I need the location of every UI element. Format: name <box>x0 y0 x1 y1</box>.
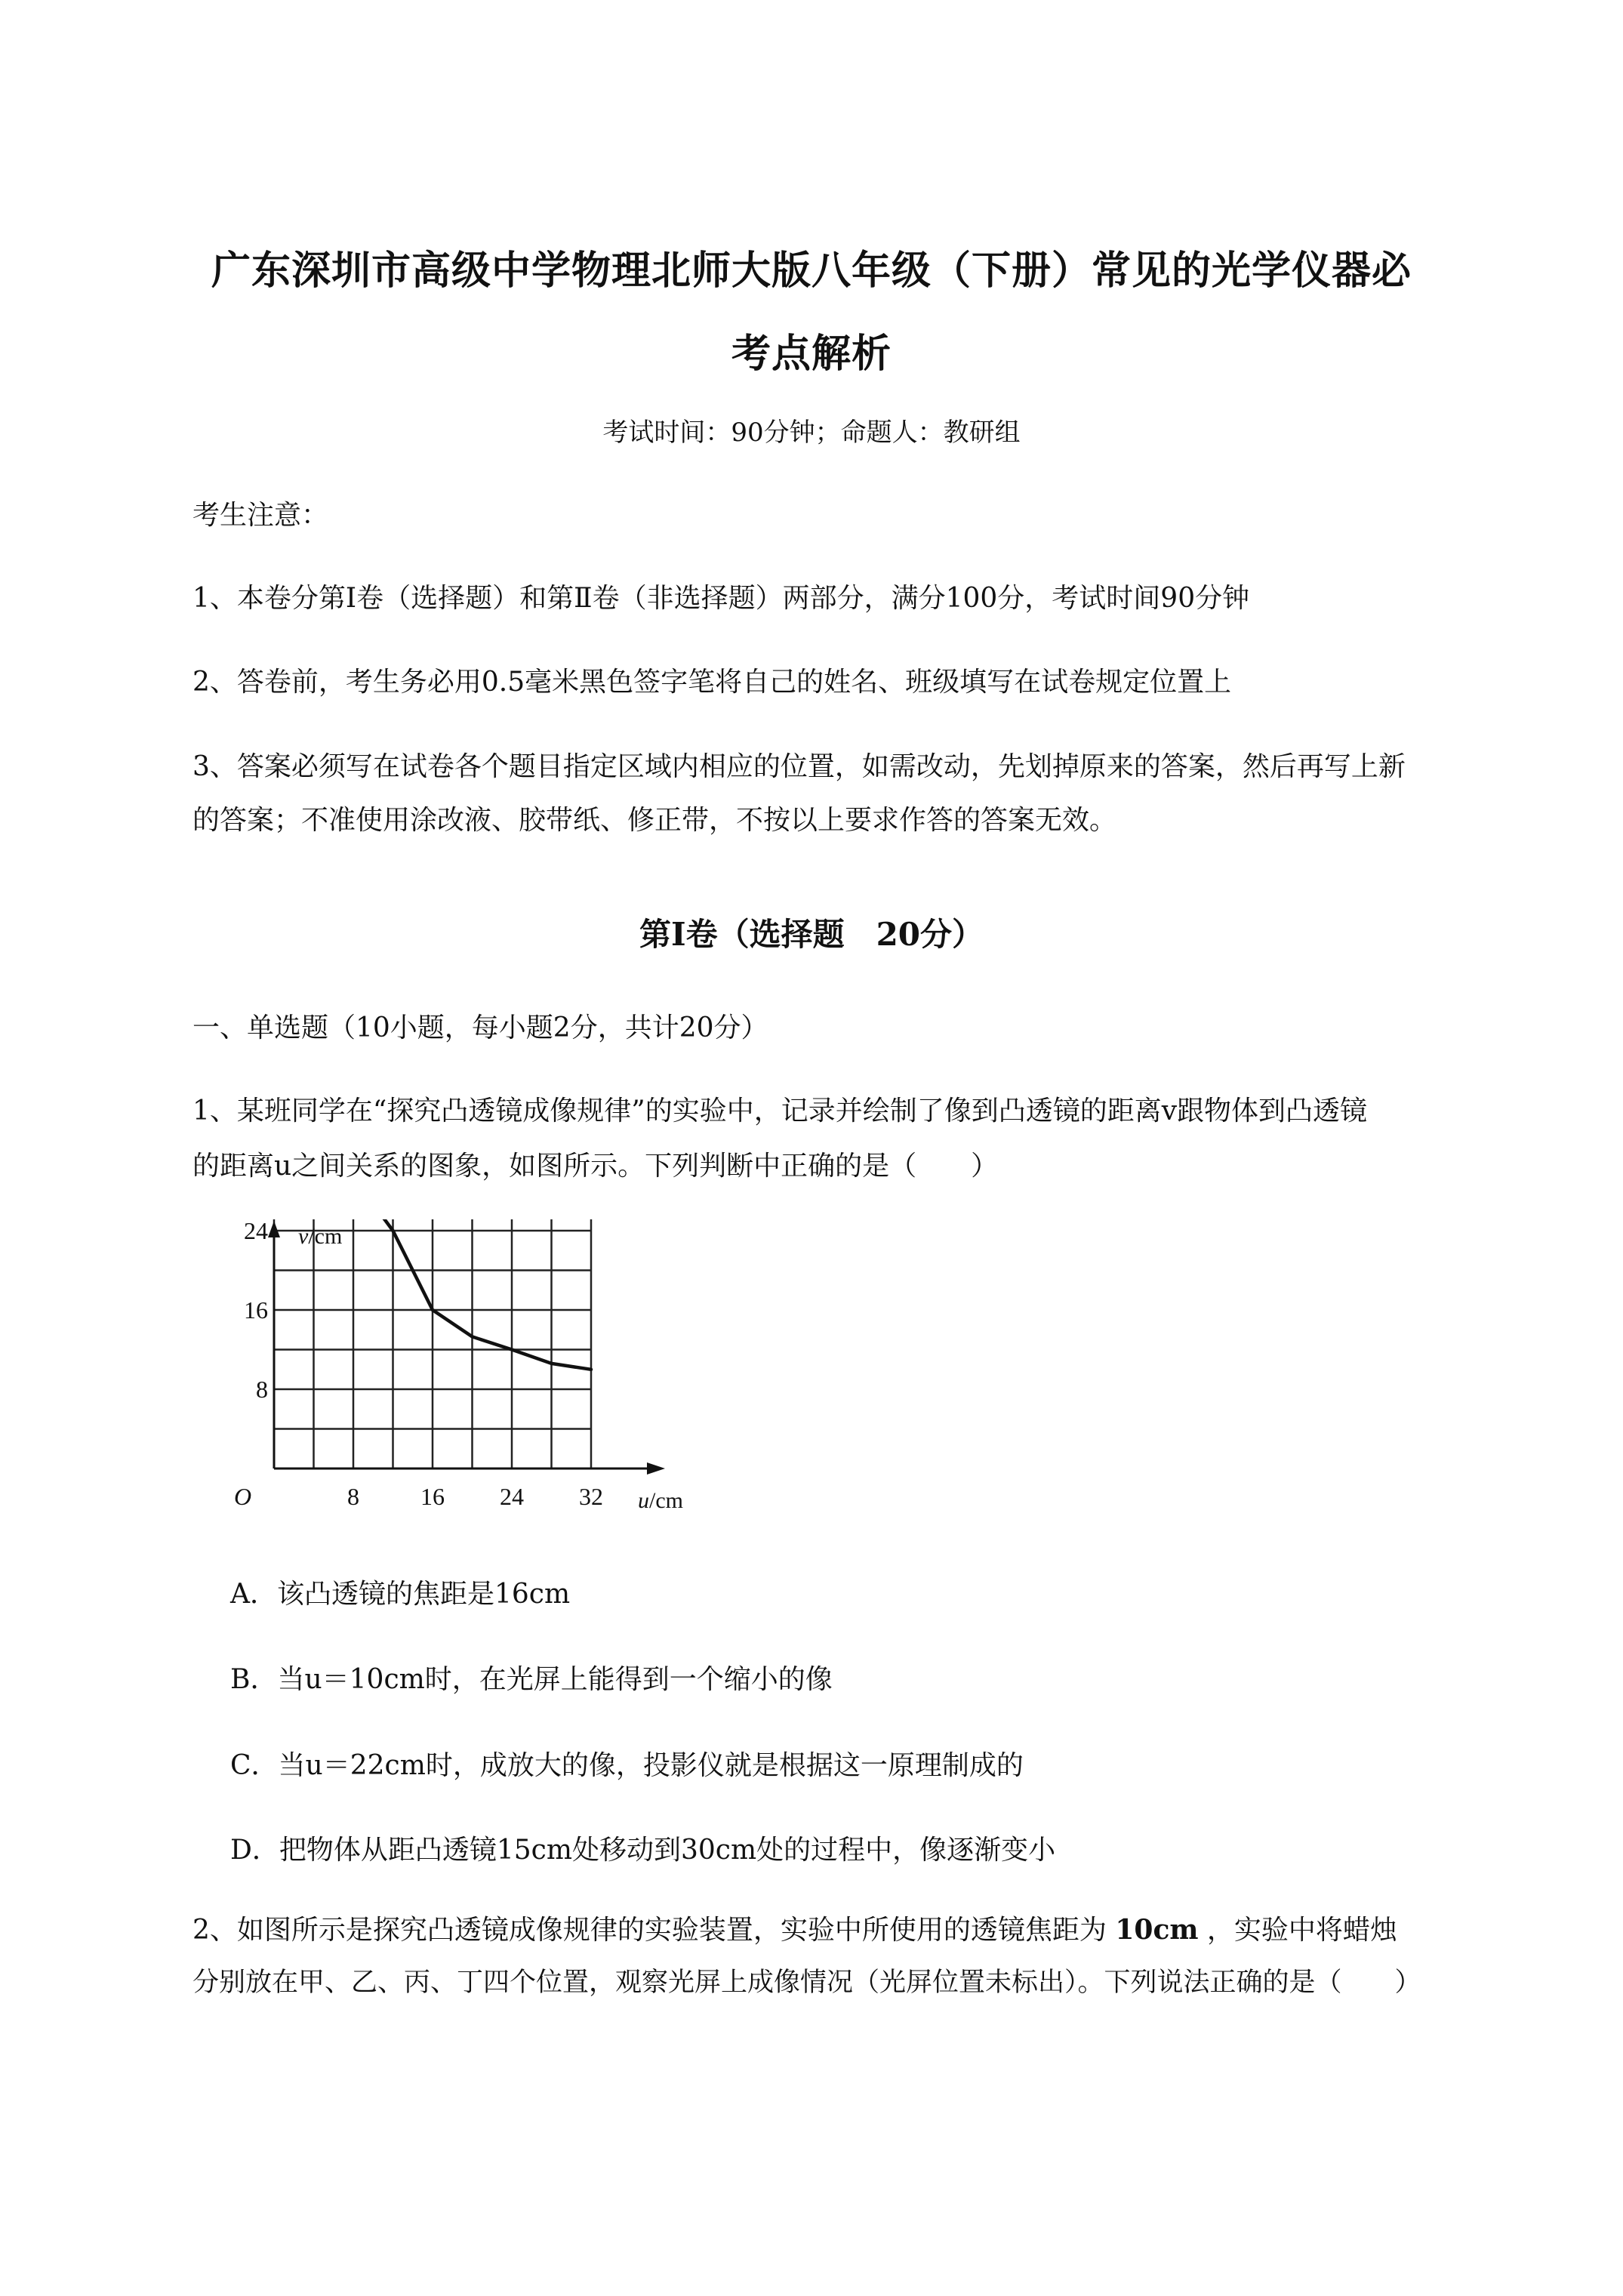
document-title-line1: 广东深圳市高级中学物理北师大版八年级（下册）常见的光学仪器必 <box>211 248 1412 294</box>
exam-meta: 考试时间：90分钟；命题人：教研组 <box>602 418 1021 448</box>
question-1-option-c[interactable]: C．当u＝22cm时，成放大的像，投影仪就是根据这一原理制成的 <box>230 1750 1024 1781</box>
x-axis-arrow <box>647 1462 665 1475</box>
question-2-line1 <box>192 1915 1529 1946</box>
x-tick-label: 16 <box>420 1483 445 1510</box>
x-tick-label: 24 <box>500 1483 524 1510</box>
notice-item-3-line1: 3、答案必须写在试卷各个题目指定区域内相应的位置，如需改动，先划掉原来的答案，然后再写上新 <box>192 751 1406 782</box>
question-2-line2: 分别放在甲、乙、丙、丁四个位置，观察光屏上成像情况（光屏位置未标出）。下列说法正确的是（ ） <box>192 1968 1421 1998</box>
notice-item-1: 1、本卷分第Ⅰ卷（选择题）和第Ⅱ卷（非选择题）两部分，满分100分，考试时间90分钟 <box>192 583 1250 614</box>
question-2-text-c: ，实验中将蜡烛 <box>1206 1915 1397 1946</box>
question-1-option-d[interactable]: D．把物体从距凸透镜15cm处移动到30cm处的过程中，像逐渐变小 <box>230 1835 1056 1866</box>
y-axis-label: v/cm <box>298 1224 343 1249</box>
section-subtitle: 一、单选题（10小题，每小题2分，共计20分） <box>192 1012 768 1043</box>
question-1-line2: 的距离u之间关系的图象，如图所示。下列判断中正确的是（ ） <box>192 1151 999 1182</box>
focal-length-value: 10cm <box>1115 1914 1199 1946</box>
notice-item-3-line2: 的答案；不准使用涂改液、胶带纸、修正带，不按以上要求作答的答案无效。 <box>192 805 1117 836</box>
chart-grid <box>274 1219 591 1469</box>
question-1-option-b[interactable]: B．当u＝10cm时，在光屏上能得到一个缩小的像 <box>230 1664 833 1695</box>
y-tick-label: 8 <box>256 1376 268 1403</box>
chart-axes <box>268 1221 665 1475</box>
y-tick-label: 24 <box>244 1219 268 1244</box>
document-title-line2: 考点解析 <box>731 331 892 377</box>
y-tick-label: 16 <box>244 1296 268 1324</box>
section-title: 第Ⅰ卷（选择题 20分） <box>639 916 984 953</box>
x-tick-label: 8 <box>347 1483 359 1510</box>
question-1-line1: 1、某班同学在“探究凸透镜成像规律”的实验中，记录并绘制了像到凸透镜的距离v跟物体到凸透镜 <box>192 1096 1368 1126</box>
y-axis-arrow <box>268 1221 280 1237</box>
notice-item-2: 2、答卷前，考生务必用0.5毫米黑色签字笔将自己的姓名、班级填写在试卷规定位置上 <box>192 667 1232 698</box>
origin-label: O <box>234 1483 252 1510</box>
x-tick-label: 32 <box>579 1483 603 1510</box>
question-2-text-a: 2、如图所示是探究凸透镜成像规律的实验装置，实验中所使用的透镜焦距为 <box>192 1915 1107 1946</box>
question-1-option-a[interactable]: A．该凸透镜的焦距是16cm <box>230 1579 571 1610</box>
notice-heading: 考生注意： <box>192 500 329 531</box>
x-axis-label: u/cm <box>638 1488 683 1513</box>
v-u-graph <box>230 1219 713 1521</box>
